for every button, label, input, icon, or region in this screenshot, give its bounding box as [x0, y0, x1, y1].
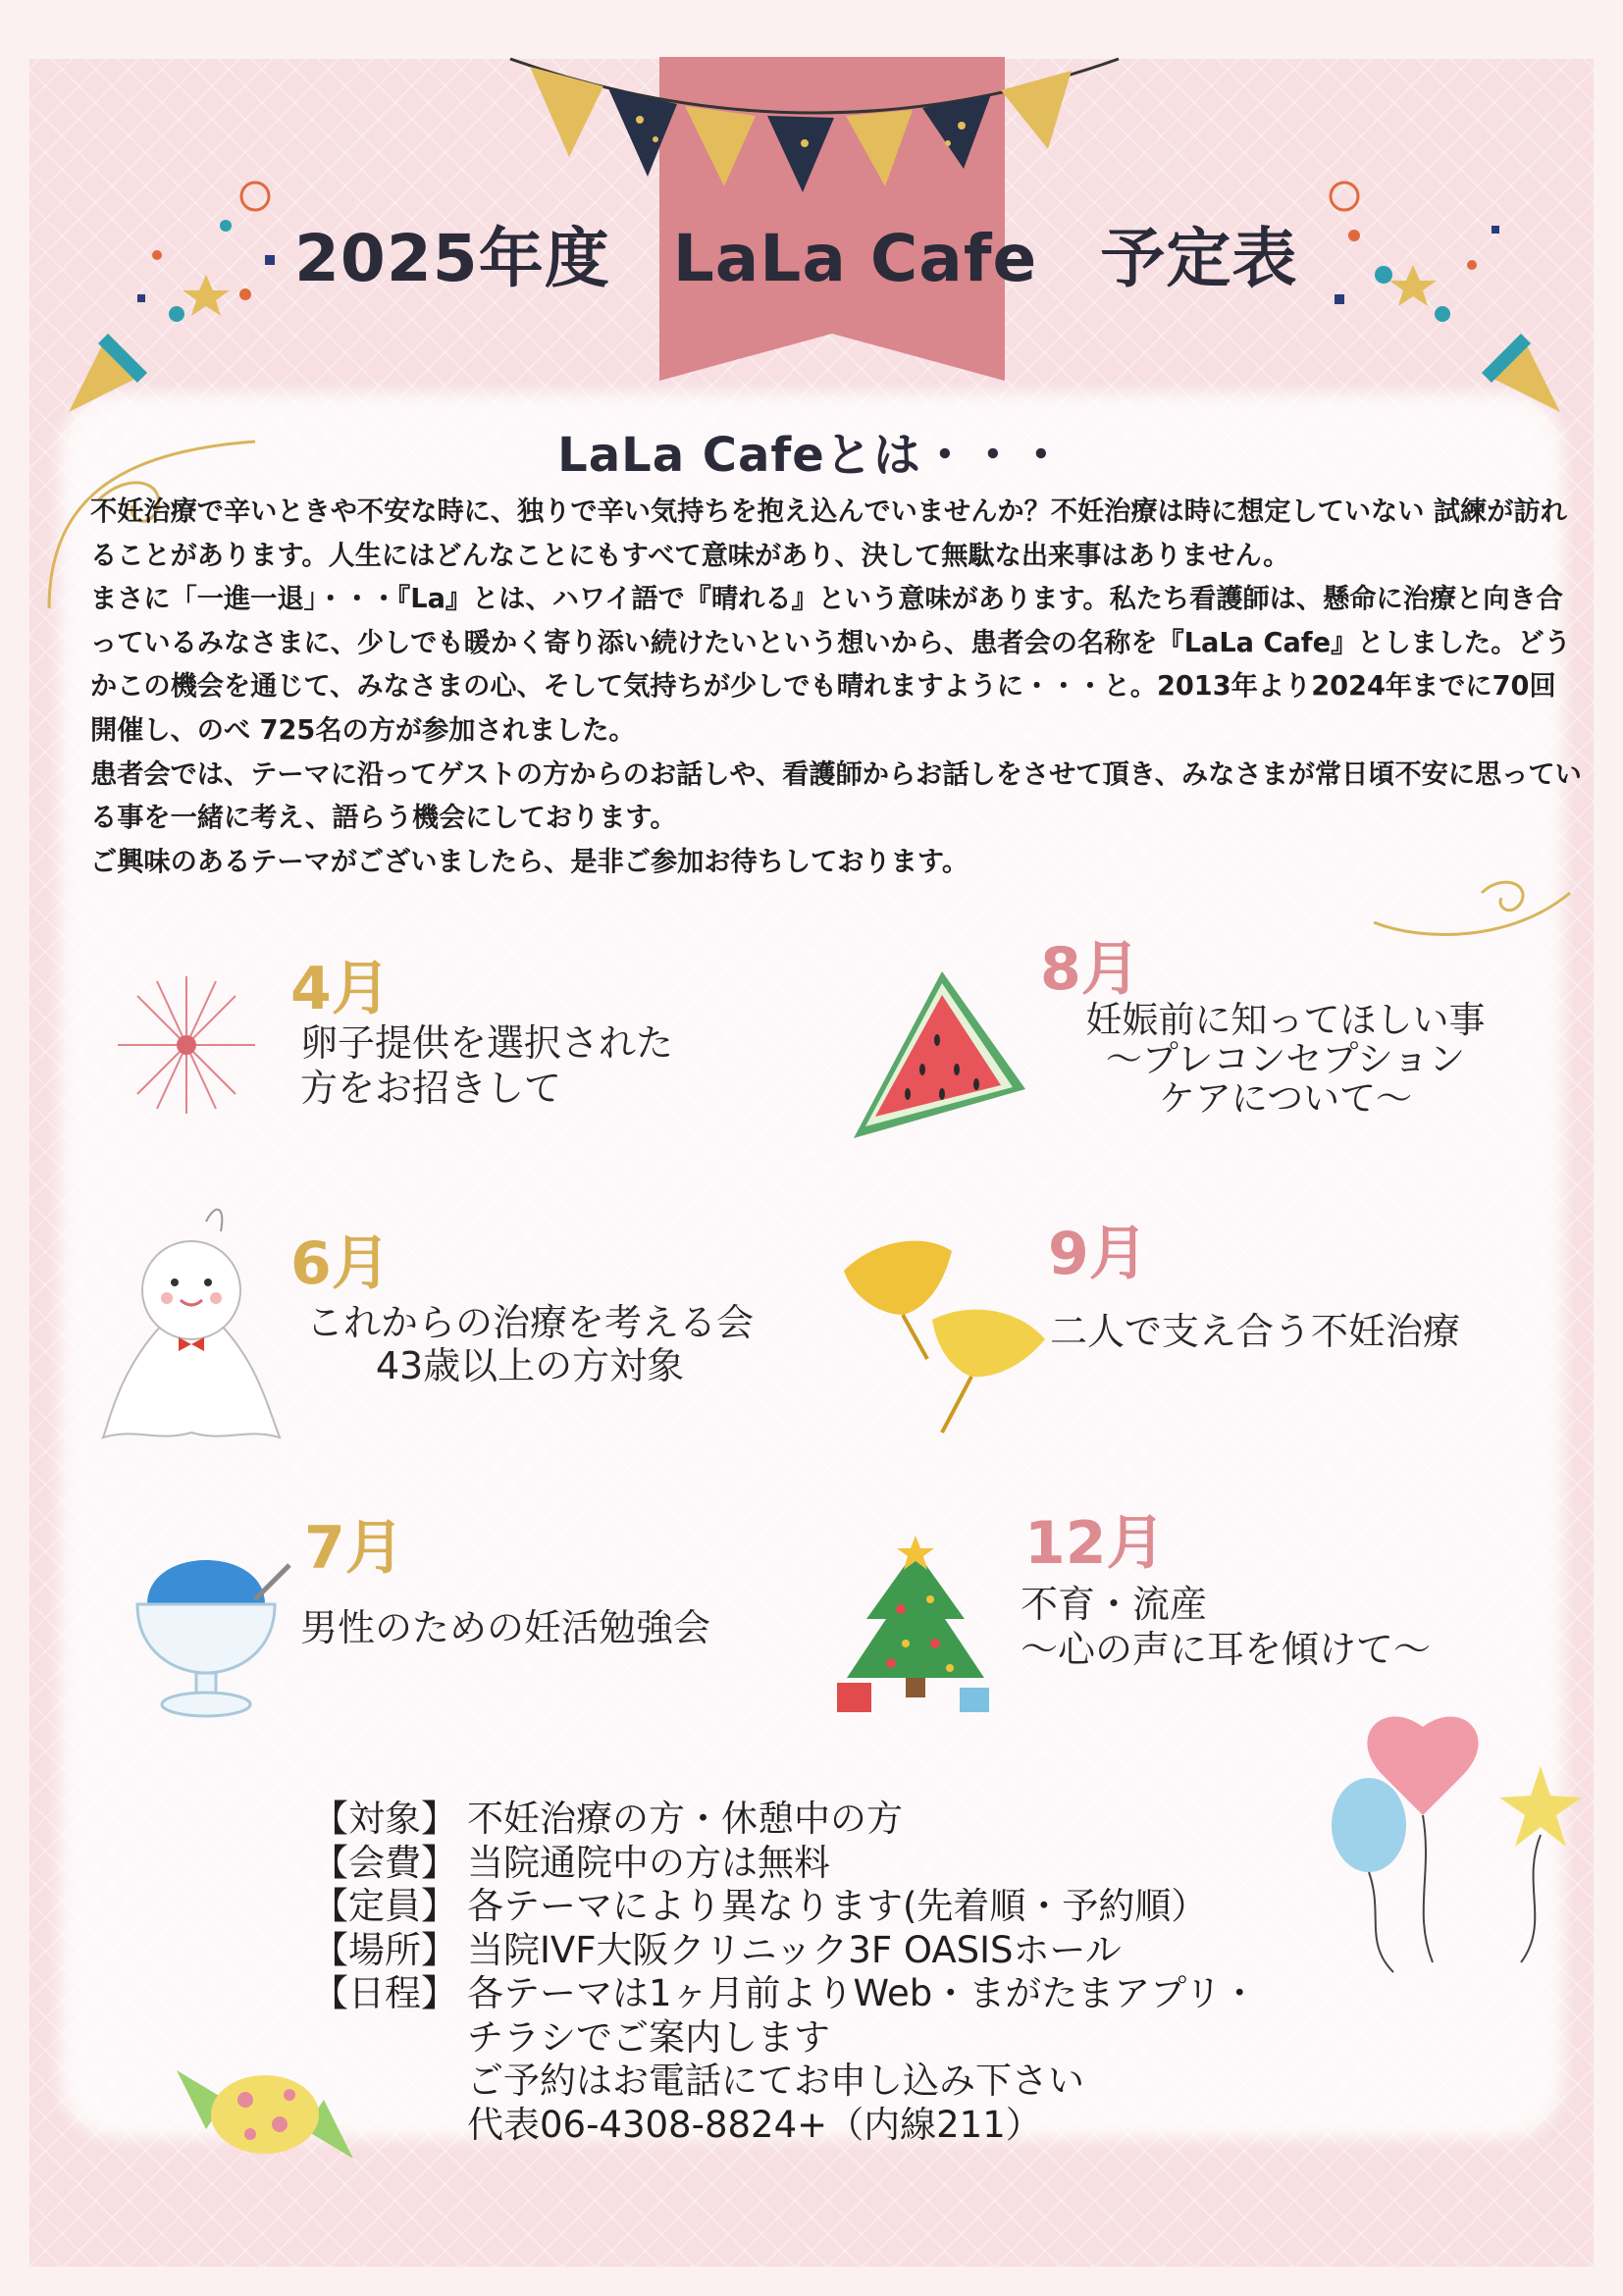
theme-line: 不育・流産 — [1021, 1583, 1208, 1626]
month-label-august: 8月 — [1040, 935, 1140, 1004]
theme-line: ケアについて～ — [1158, 1077, 1413, 1120]
month-label-september: 9月 — [1048, 1220, 1148, 1288]
theme-line: 43歳以上の方対象 — [375, 1344, 685, 1387]
page-title — [294, 206, 1354, 299]
theme-december — [1021, 1582, 1431, 1672]
theme-line: これからの治療を考える会 — [305, 1301, 754, 1344]
party-popper-left-icon — [59, 167, 314, 422]
theme-september — [1050, 1309, 1460, 1354]
title-name: LaLa Cafe — [672, 221, 1038, 296]
info-value: 不妊治療の方・休憩中の方 — [467, 1798, 903, 1840]
theme-line: ～心の声に耳を傾けて～ — [1021, 1628, 1432, 1671]
info-label: 【会費】 — [312, 1841, 457, 1884]
theme-line: 二人で支え合う不妊治療 — [1050, 1310, 1461, 1353]
info-value: 各テーマにより異なります(先着順・予約順） — [467, 1885, 1208, 1927]
theme-line: ～プレコンセプション — [1105, 1038, 1466, 1080]
month-label-april: 4月 — [290, 955, 391, 1023]
info-line: ご予約はお電話にてお申し込み下さい — [467, 2060, 1084, 2102]
theme-june — [275, 1301, 785, 1387]
about-paragraph: ご興味のあるテーマがございましたら、是非ご参加お待ちしております。 — [90, 846, 969, 877]
theme-line: 方をお招きして — [300, 1067, 562, 1110]
teru-teru-bozu-icon — [98, 1202, 285, 1447]
theme-line: 卵子提供を選択された — [300, 1021, 674, 1065]
info-line: 各テーマは1ヶ月前よりWeb・まがたまアプリ・ — [467, 1972, 1258, 2014]
firework-icon — [98, 971, 275, 1119]
info-value: 当院IVF大阪クリニック3F OASISホール — [467, 1928, 1122, 1971]
theme-july — [300, 1605, 710, 1650]
info-label: 【定員】 — [312, 1885, 457, 1927]
info-label: 【対象】 — [312, 1798, 457, 1840]
about-text — [90, 491, 1582, 884]
info-row-place — [312, 1929, 1258, 1973]
about-heading: LaLa Cafeとは・・・ — [557, 428, 1066, 483]
watermelon-icon — [844, 962, 1030, 1148]
theme-august — [1030, 1001, 1541, 1119]
theme-april — [300, 1020, 673, 1111]
info-line: 代表06-4308-8824+（内線211） — [467, 2103, 1042, 2146]
month-label-december: 12月 — [1024, 1509, 1166, 1578]
shaved-ice-icon — [128, 1526, 294, 1722]
about-paragraph: 不妊治療で辛いときや不安な時に、独りで辛い気持ちを抱え込んでいませんか？不妊治療は時に想定していない 試練が訪れることがあります。人生にはどんなことにもすべて意味があり、決して無駄な出来事はありません。 — [90, 496, 1567, 571]
info-label: 【日程】 — [312, 1972, 457, 2014]
event-info — [312, 1798, 1258, 2147]
title-suffix: 予定表 — [1100, 221, 1298, 296]
christmas-tree-icon — [832, 1531, 999, 1727]
month-label-july: 7月 — [304, 1514, 404, 1583]
month-label-june: 6月 — [290, 1229, 391, 1298]
theme-line: 男性のための妊活勉強会 — [300, 1606, 711, 1649]
about-paragraph: 患者会では、テーマに沿ってゲストの方からのお話しや、看護師からお話しをさせて頂き、みなさまが常日頃不安に思っている事を一緒に考え、語らう機会にしております。 — [90, 758, 1582, 834]
theme-line: 妊娠前に知ってほしい事 — [1085, 999, 1486, 1041]
about-paragraph: まさに「一進一退」・・・『La』とは、ハワイ語で『晴れる』という意味があります。私たち看護師は、懸命に治療と向き合っているみなさまに、少しでも暖かく寄り添い続けたいという想いから、患者会の名称を『LaLa Cafe』としました。どうかこの機会を通じて、みなさまの心、そして気持ちが少しでも晴れますように・・・と。2013年より2024年までに70回開催し、のべ 725名の方が参加されました。 — [90, 584, 1571, 746]
info-row-fee — [312, 1842, 1258, 1886]
info-value: 当院通院中の方は無料 — [467, 1841, 830, 1884]
ginkgo-leaf-icon — [834, 1231, 1060, 1437]
info-row-target — [312, 1798, 1258, 1842]
info-row-capacity — [312, 1885, 1258, 1929]
info-line: チラシでご案内します — [467, 2015, 830, 2059]
balloons-icon — [1325, 1707, 1590, 1982]
title-year: 2025年度 — [294, 221, 610, 296]
info-label: 【場所】 — [312, 1928, 457, 1971]
info-row-schedule — [312, 1972, 1258, 2147]
bunting-flags-decoration — [510, 59, 1119, 216]
info-value — [465, 1972, 1258, 2147]
